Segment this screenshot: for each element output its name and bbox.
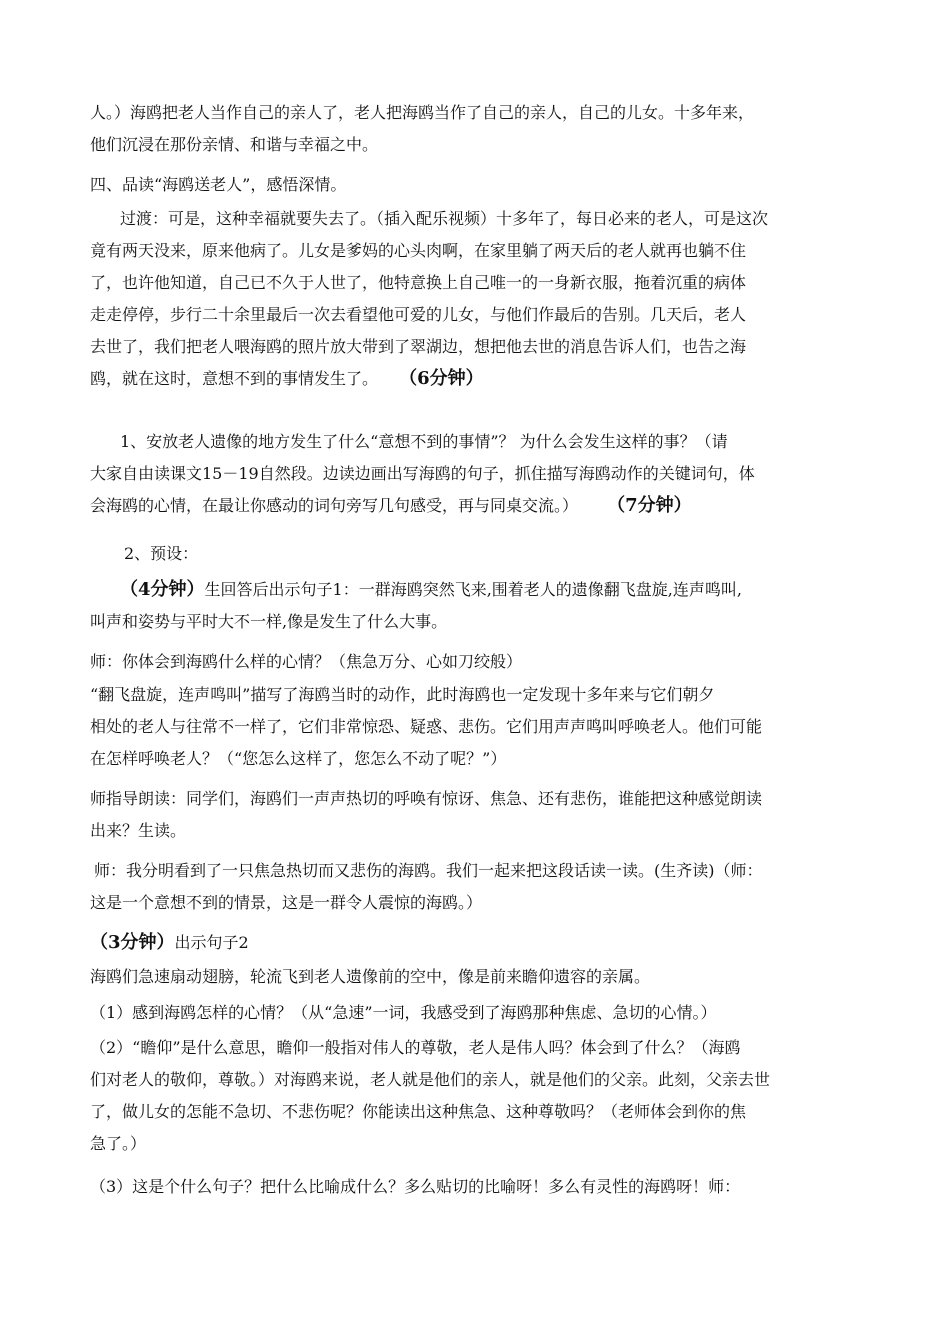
paragraph-sentence-2	[90, 961, 865, 993]
paragraph-sub-question-3	[90, 1171, 865, 1203]
text-line: 过渡：可是，这种幸福就要失去了。（插入配乐视频）十多年了，每日必来的老人，可是这次	[120, 209, 769, 228]
time-marker: （3分钟）	[90, 932, 175, 953]
paragraph-question-1	[90, 426, 865, 522]
time-marker: （6分钟）	[399, 368, 484, 389]
text-line: 在怎样呼唤老人？（“您怎么这样了，您怎么不动了呢？”）	[90, 749, 507, 768]
text-line: 出来？生读。	[90, 821, 187, 840]
text-line: 大家自由读课文15－19自然段。边读边画出写海鸥的句子，抓住描写海鸥动作的关键词句，体	[90, 464, 755, 483]
text-segment: 生回答后出示句子1：一群海鸥突然飞来,围着老人的遗像翻飞盘旋,连声鸣叫,	[204, 580, 742, 599]
text-line	[90, 927, 865, 959]
text-line: “翻飞盘旋，连声鸣叫”描写了海鸥当时的动作，此时海鸥也一定发现十多年来与它们朝夕	[90, 685, 715, 704]
text-line	[90, 363, 865, 395]
paragraph-sub-question-1	[90, 997, 865, 1029]
text-line: 相处的老人与往常不一样了，它们非常惊恐、疑惑、悲伤。它们用声声鸣叫呼唤老人。他们可能	[90, 717, 763, 736]
text-line: 他们沉浸在那份亲情、和谐与幸福之中。	[90, 135, 379, 154]
text-line: 这是一个意想不到的情景，这是一群令人震惊的海鸥。）	[90, 893, 483, 912]
paragraph-preset	[90, 538, 865, 570]
text-segment: 出示句子2	[174, 933, 249, 952]
text-line: 师指导朗读：同学们，海鸥们一声声热切的呼唤有惊讶、焦急、还有悲伤，谁能把这种感觉朗读	[90, 789, 763, 808]
paragraph-sub-question-2	[90, 1032, 865, 1160]
text-line: 们对老人的敬仰，尊敬。）对海鸥来说，老人就是他们的亲人，就是他们的父亲。此刻，父亲去世	[90, 1070, 771, 1089]
text-line: （2）“瞻仰”是什么意思，瞻仰一般指对伟人的尊敬，老人是伟人吗？体会到了什么？（海鸥	[90, 1038, 741, 1057]
paragraph-teacher-question	[90, 646, 865, 678]
paragraph-analysis	[90, 679, 865, 775]
text-line: 师：你体会到海鸥什么样的心情？（焦急万分、心如刀绞般）	[90, 652, 523, 671]
text-line: 急了。）	[90, 1134, 147, 1153]
time-marker: （4分钟）	[120, 579, 205, 600]
text-line	[90, 490, 865, 522]
text-line: （3）这是个什么句子？把什么比喻成什么？多么贴切的比喻呀！多么有灵性的海鸥呀！师：	[90, 1177, 741, 1196]
text-line: 了，也许他知道，自己已不久于人世了，他特意换上自己唯一的一身新衣服，拖着沉重的病体	[90, 273, 747, 292]
text-line: 竟有两天没来，原来他病了。儿女是爹妈的心头肉啊，在家里躺了两天后的老人就再也躺不住	[90, 241, 747, 260]
text-line: 走走停停，步行二十余里最后一次去看望他可爱的儿女，与他们作最后的告别。几天后，老人	[90, 305, 747, 324]
paragraph-reading-guide	[90, 783, 865, 847]
text-line: 2、预设：	[124, 544, 199, 563]
text-line: 师：我分明看到了一只焦急热切而又悲伤的海鸥。我们一起来把这段话读一读。(生齐读)（师：	[94, 861, 763, 880]
text-line: （1）感到海鸥怎样的心情？（从“急速”一词，我感受到了海鸥那种焦虑、急切的心情。）	[90, 1003, 717, 1022]
paragraph-transition	[90, 203, 865, 395]
text-line: 去世了，我们把老人喂海鸥的照片放大带到了翠湖边，想把他去世的消息告诉人们，也告之海	[90, 337, 747, 356]
text-line: 1、安放老人遗像的地方发生了什么“意想不到的事情”？ 为什么会发生这样的事？（请	[120, 432, 728, 451]
paragraph-sentence-2-heading	[90, 927, 865, 959]
paragraph-intro	[90, 97, 865, 161]
paragraph-teacher-remark	[90, 855, 865, 919]
text-line: 了，做儿女的怎能不急切、不悲伤呢？你能读出这种焦急、这种尊敬吗？（老师体会到你的焦	[90, 1102, 747, 1121]
text-line: 人。）海鸥把老人当作自己的亲人了，老人把海鸥当作了自己的亲人，自己的儿女。十多年来，	[90, 103, 755, 122]
text-segment: 会海鸥的心情，在最让你感动的词句旁写几句感受，再与同桌交流。）	[90, 496, 579, 515]
time-marker: （7分钟）	[607, 495, 692, 516]
heading-text: 四、品读“海鸥送老人”，感悟深情。	[90, 175, 347, 194]
text-line: 海鸥们急速扇动翅膀，轮流飞到老人遗像前的空中，像是前来瞻仰遗容的亲属。	[90, 967, 651, 986]
text-line: 叫声和姿势与平时大不一样,像是发生了什么大事。	[90, 612, 448, 631]
text-segment: 鸥，就在这时，意想不到的事情发生了。	[90, 369, 379, 388]
paragraph-sentence-1	[90, 574, 865, 638]
section-heading	[90, 169, 865, 201]
text-line	[90, 574, 865, 606]
